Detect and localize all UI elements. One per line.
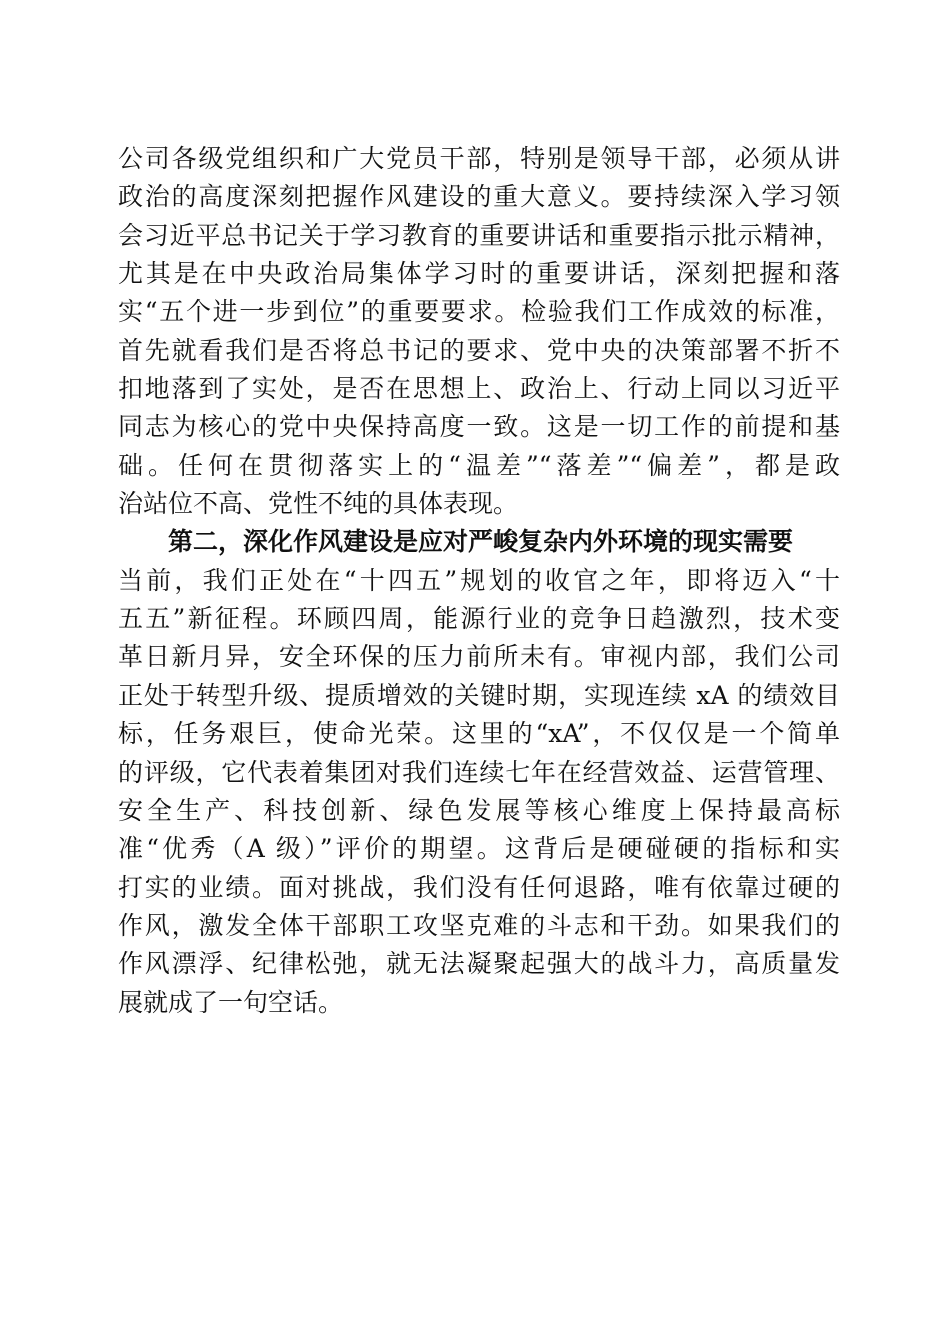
- document-body: [118, 140, 840, 1022]
- paragraph-line: 实“五个进一步到位”的重要要求。检验我们工作成效的标准，: [118, 297, 840, 327]
- paragraph-line: 础。任何在贯彻落实上的“温差”“落差”“偏差”，都是政: [118, 450, 840, 480]
- paragraph-line: 治站位不高、党性不纯的具体表现。: [118, 489, 519, 519]
- paragraph-line: 公司各级党组织和广大党员干部，特别是领导干部，必须从讲: [118, 144, 840, 173]
- paragraph-line: 打实的业绩。面对挑战，我们没有任何退路，唯有依靠过硬的: [118, 872, 840, 902]
- paragraph-line: 政治的高度深刻把握作风建设的重大意义。要持续深入学习领: [118, 182, 840, 212]
- paragraph-line: 作风漂浮、纪律松弛，就无法凝聚起强大的战斗力，高质量发: [118, 949, 840, 979]
- paragraph-line: 正处于转型升级、提质增效的关键时期，实现连续 xA 的绩效目: [118, 680, 840, 710]
- section-heading: 第二，深化作风建设是应对严峻复杂内外环境的现实需要: [168, 527, 794, 557]
- paragraph-line: 同志为核心的党中央保持高度一致。这是一切工作的前提和基: [118, 412, 840, 442]
- paragraph-line: 五五”新征程。环顾四周，能源行业的竞争日趋激烈，技术变: [118, 604, 840, 634]
- paragraph-line: 的评级，它代表着集团对我们连续七年在经营效益、运营管理、: [118, 757, 840, 787]
- paragraph-line: 作风，激发全体干部职工攻坚克难的斗志和干劲。如果我们的: [118, 910, 840, 940]
- paragraph-1: [118, 140, 840, 523]
- paragraph-line: 标，任务艰巨，使命光荣。这里的“xA”，不仅仅是一个简单: [118, 719, 840, 749]
- paragraph-2: [118, 562, 840, 1022]
- paragraph-line: 尤其是在中央政治局集体学习时的重要讲话，深刻把握和落: [118, 259, 840, 289]
- paragraph-line: 会习近平总书记关于学习教育的重要讲话和重要指示批示精神，: [118, 220, 840, 250]
- paragraph-line: 准“优秀（A 级）”评价的期望。这背后是硬碰硬的指标和实: [118, 834, 840, 864]
- paragraph-line: 当前，我们正处在“十四五”规划的收官之年，即将迈入“十: [118, 565, 840, 595]
- paragraph-line: 首先就看我们是否将总书记的要求、党中央的决策部署不折不: [118, 335, 840, 365]
- paragraph-line: 展就成了一句空话。: [118, 987, 344, 1017]
- paragraph-line: 革日新月异，安全环保的压力前所未有。审视内部，我们公司: [118, 642, 840, 672]
- paragraph-line: 扣地落到了实处，是否在思想上、政治上、行动上同以习近平: [118, 374, 840, 404]
- paragraph-line: 安全生产、科技创新、绿色发展等核心维度上保持最高标: [118, 795, 840, 825]
